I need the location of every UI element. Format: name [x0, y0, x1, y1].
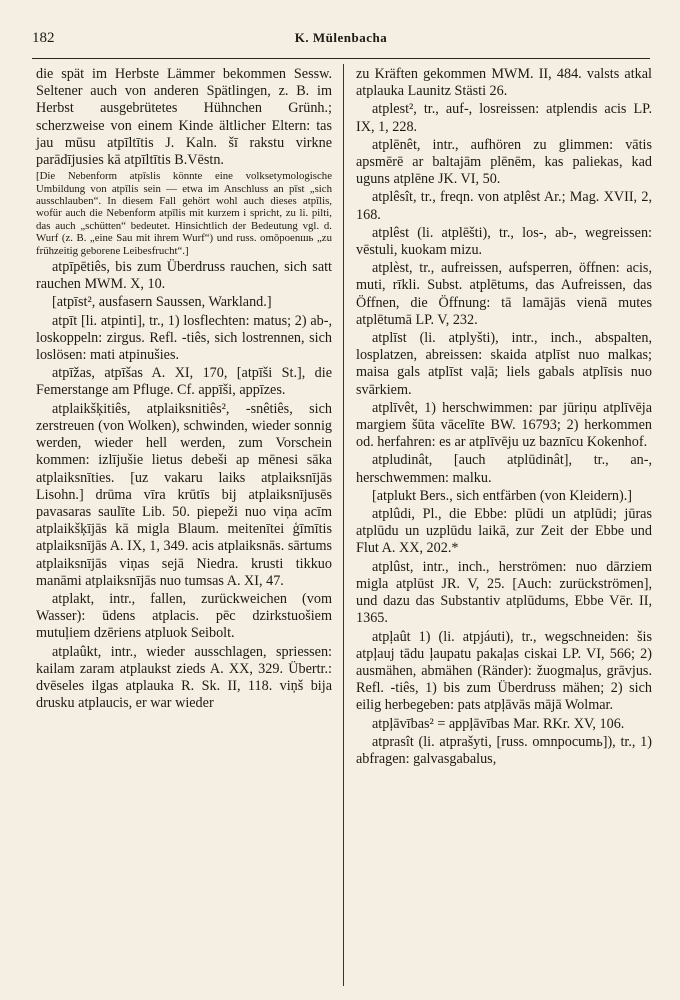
entry: atpludinât, [auch atplūdinât], tr., an-, herschwemmen: malku. — [356, 452, 652, 486]
page-number: 182 — [32, 30, 55, 46]
entry: atpļāvības² = appļāvības Mar. RKr. XV, 106. — [372, 715, 625, 732]
editorial-note: [Die Nebenform atpīslis könnte eine volksetymologische Umbildung von atpīlis sein — etwa im Anschluss an pīst „sich ausschlauben“. In diesem Fall gehört wohl auch dieses atpīlis, wofür auch die Nebenform atpīlis mit kurzem i spricht, zu li. pilti, das auch „schütten“ bedeutet. Hinsichtlich der Bedeutung vgl. d. Wurf (z. B. „eine Sau mit ihrem Wurf“) und russ. omōpoenшь „zu frühzeitig geborene Leibesfrucht“.] — [36, 170, 332, 257]
entry: [atpīst², ausfasern Saussen, Warkland.] — [52, 294, 272, 311]
entry: atpļaût 1) (li. atpjáuti), tr., wegschneiden: šis atpļauj tādu ļaupatu pakaļas ciskai LP. VI, 566; 2) ausmähen, abmähen (Ränder): žuogmaļus, grāvjus. Refl. -tiês, 1) bis zum Überdruss mähen; 2) sich eilig herbegeben: pats atpļāvās mājā Wolmar. — [356, 628, 652, 714]
entry: atplēnêt, intr., aufhören zu glimmen: vātis apsmērē ar baltajām plēnēm, kas paliekas, kad uguns atplēne JK. VI, 50. — [356, 136, 652, 188]
entry: atplaikšķitiês, atplaiksnitiês², -snêtiês, sich zerstreuen (von Wolken), schwinden, wieder sonnig werden, wieder hell werden, zum Vorschein kommen: izlījušie lietus debeši ap mēnesi sāka atplaiksnīties. [uz vakaru laiks atplaiksnījās Lisohn.] drūma vīra krūtīs bij atplaiksnījusēs pavasaras saulīte Lib. 50. piepeži nuo viņa acīm atplaikšķījās kā migla Blaum. meitenītei ģīmītis atplaiksnījās A. IX, 1, 349. acis atplaiksnās. sārtums atplaiksnījās viņas sejā Niedra. krusti tikkuo manāmi atplaiksnījās nuo tumsas A. XI, 47. — [36, 400, 332, 589]
entry: atplûst, intr., inch., herströmen: nuo dārziem migla atplūst JR. V, 25. [Auch: zurückströmen], und dazu das Substantiv atplūdums, Ebbe Vēr. II, 1365. — [356, 558, 652, 627]
entry: atplest², tr., auf-, losreissen: atplendis acis LP. IX, 1, 228. — [356, 101, 652, 135]
right-column — [356, 66, 652, 769]
entry: atpīžas, atpīšas A. XI, 170, [atpīši St.], die Femerstange am Pfluge. Cf. appīši, appīzes. — [36, 365, 332, 399]
page-header — [32, 30, 650, 52]
entry: atplûdi, Pl., die Ebbe: plūdi un atplūdi; jūras atplūdu un uzplūdu laikā, zur Zeit der Ebbe und Flut A. XX, 202.* — [356, 506, 652, 557]
entry: atprasît (li. atprašyti, [russ. omnpocumь]), tr., 1) abfragen: galvasgabalus, — [356, 733, 652, 767]
entry: zu Kräften gekommen MWM. II, 484. valsts atkal atplauka Launitz Stästi 26. — [356, 66, 652, 100]
entry: die spät im Herbste Lämmer bekommen Sessw. Seltener auch von anderen Spätlingen, z. B. im Herbst ausgebrütetes Hühnchen Grünh.; scherzweise von einem Kinde ältlicher Eltern: tas jau mūsu atpīltītis J. Kaln. šī rakstu virkne parādījusies kā atpīltītis B.Vēstn. — [36, 66, 332, 169]
entry: atpīpētiês, bis zum Überdruss rauchen, sich satt rauchen MWM. X, 10. — [36, 259, 332, 293]
header-rule — [32, 58, 650, 59]
entry: atplakt, intr., fallen, zurückweichen (vom Wasser): ūdens atplacis. pēc dzirkstuošiem mutuļiem dzēriens atpluok Seibolt. — [36, 590, 332, 642]
entry: atplīvêt, 1) herschwimmen: par jūriņu atplīvēja margiem šūta vācelīte BW. 16793; 2) herkommen od. herfahren: es ar atplīvēju uz baznīcu Kokenhof. — [356, 399, 652, 451]
entry: [atplukt Bers., sich entfärben (von Kleidern).] — [372, 487, 633, 504]
entry: atpīt [li. atpinti], tr., 1) losflechten: matus; 2) ab-, loskoppeln: zirgus. Refl. -tiês, sich lostrennen, sich loslösen: mati atpinušies. — [36, 312, 332, 364]
entry: atplêst (li. atplēšti), tr., los-, ab-, wegreissen: vēstuli, kuokam mizu. — [356, 224, 652, 259]
left-column — [36, 66, 332, 713]
running-head: K. Mülenbacha — [294, 30, 388, 45]
entry: atplêsît, tr., freqn. von atplêst Ar.; Mag. XVII, 2, 168. — [356, 189, 652, 223]
entry: atplīst (li. atplyšti), intr., inch., abspalten, losplatzen, abreissen: skaida atplīst nuo malkas; maisa gals atplīst vaļā; liels gabals atplīsis nuo svārkiem. — [356, 330, 652, 398]
entry: atplaûkt, intr., wieder ausschlagen, spriessen: kailam zaram atplaukst zieds A. XX, 329. Übertr.: dvēseles ilgas atplauka R. Sk. II, 118. viņš bija drusku atplaucis, er war wieder — [36, 643, 332, 712]
column-divider — [343, 64, 344, 986]
entry: atplèst, tr., aufreissen, aufsperren, öffnen: acis, muti, rīkli. Subst. atplētums, das Aufreissen, das Öffnen, die Öffnung: tā lamājās vienā mutes atplētumā LP. V, 232. — [356, 260, 652, 328]
